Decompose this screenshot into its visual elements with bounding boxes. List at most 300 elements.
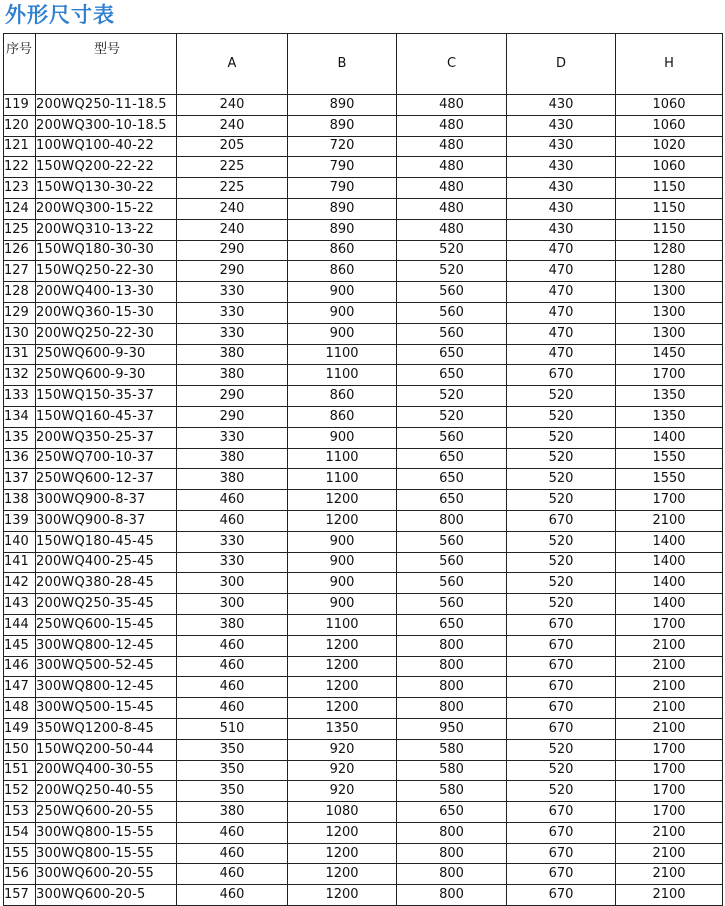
cell-d: 520 [507,781,616,802]
cell-b: 890 [288,198,397,219]
table-row [4,531,723,552]
cell-d: 670 [507,656,616,677]
table-row [4,219,723,240]
cell-a: 380 [177,802,288,823]
cell-b: 860 [288,261,397,282]
cell-model: 300WQ900-8-37 [36,490,177,511]
cell-a: 225 [177,178,288,199]
cell-model: 350WQ1200-8-45 [36,718,177,739]
cell-index: 131 [4,344,36,365]
cell-h: 1400 [616,552,723,573]
cell-h: 1700 [616,781,723,802]
cell-model: 250WQ600-20-55 [36,802,177,823]
cell-model: 250WQ600-12-37 [36,469,177,490]
cell-h: 1060 [616,115,723,136]
table-row [4,635,723,656]
cell-h: 1400 [616,573,723,594]
cell-model: 300WQ800-15-55 [36,822,177,843]
cell-b: 1200 [288,677,397,698]
cell-h: 2100 [616,677,723,698]
cell-model: 300WQ800-12-45 [36,677,177,698]
cell-index: 149 [4,718,36,739]
cell-a: 380 [177,614,288,635]
cell-a: 300 [177,594,288,615]
cell-c: 560 [397,427,507,448]
cell-a: 460 [177,822,288,843]
cell-index: 123 [4,178,36,199]
table-row [4,448,723,469]
cell-c: 560 [397,531,507,552]
cell-c: 580 [397,781,507,802]
cell-d: 470 [507,344,616,365]
cell-index: 133 [4,386,36,407]
cell-b: 920 [288,760,397,781]
cell-a: 460 [177,510,288,531]
cell-d: 520 [507,448,616,469]
table-row [4,302,723,323]
cell-model: 250WQ700-10-37 [36,448,177,469]
cell-index: 151 [4,760,36,781]
cell-h: 1350 [616,386,723,407]
cell-index: 152 [4,781,36,802]
cell-index: 144 [4,614,36,635]
cell-a: 380 [177,469,288,490]
cell-c: 650 [397,365,507,386]
cell-c: 480 [397,219,507,240]
cell-c: 520 [397,261,507,282]
cell-c: 480 [397,178,507,199]
cell-b: 900 [288,594,397,615]
table-row [4,427,723,448]
cell-d: 670 [507,698,616,719]
cell-h: 2100 [616,718,723,739]
table-header-row [4,34,723,95]
cell-c: 560 [397,552,507,573]
cell-b: 900 [288,573,397,594]
table-row [4,344,723,365]
cell-a: 330 [177,427,288,448]
cell-b: 900 [288,302,397,323]
cell-b: 1080 [288,802,397,823]
header-d: D [507,34,616,95]
table-row [4,157,723,178]
table-row [4,323,723,344]
cell-h: 1020 [616,136,723,157]
cell-index: 146 [4,656,36,677]
table-row [4,115,723,136]
cell-h: 1300 [616,302,723,323]
header-model: 型号 [36,34,177,95]
table-row [4,864,723,885]
cell-d: 430 [507,219,616,240]
cell-model: 300WQ800-15-55 [36,843,177,864]
cell-a: 460 [177,490,288,511]
cell-d: 520 [507,739,616,760]
cell-a: 460 [177,698,288,719]
cell-a: 350 [177,781,288,802]
table-row [4,760,723,781]
cell-c: 560 [397,573,507,594]
cell-model: 300WQ900-8-37 [36,510,177,531]
cell-d: 520 [507,406,616,427]
cell-d: 470 [507,240,616,261]
cell-b: 1100 [288,344,397,365]
cell-h: 2100 [616,843,723,864]
cell-index: 138 [4,490,36,511]
cell-d: 520 [507,386,616,407]
cell-c: 520 [397,386,507,407]
cell-b: 900 [288,427,397,448]
cell-index: 126 [4,240,36,261]
cell-index: 157 [4,885,36,906]
cell-model: 200WQ250-35-45 [36,594,177,615]
cell-b: 1100 [288,469,397,490]
cell-index: 124 [4,198,36,219]
table-row [4,656,723,677]
cell-index: 129 [4,302,36,323]
cell-c: 560 [397,302,507,323]
cell-b: 1200 [288,698,397,719]
cell-index: 139 [4,510,36,531]
cell-h: 1300 [616,323,723,344]
cell-index: 137 [4,469,36,490]
cell-a: 510 [177,718,288,739]
cell-b: 900 [288,323,397,344]
table-row [4,573,723,594]
cell-b: 1200 [288,656,397,677]
cell-index: 121 [4,136,36,157]
cell-h: 1700 [616,614,723,635]
cell-d: 520 [507,427,616,448]
cell-index: 127 [4,261,36,282]
cell-a: 460 [177,885,288,906]
cell-index: 145 [4,635,36,656]
cell-index: 153 [4,802,36,823]
cell-index: 122 [4,157,36,178]
cell-d: 520 [507,594,616,615]
cell-d: 670 [507,822,616,843]
cell-model: 150WQ150-35-37 [36,386,177,407]
cell-h: 2100 [616,885,723,906]
table-row [4,885,723,906]
cell-a: 240 [177,115,288,136]
cell-a: 330 [177,552,288,573]
cell-h: 1060 [616,95,723,116]
cell-model: 150WQ200-22-22 [36,157,177,178]
cell-a: 290 [177,386,288,407]
cell-model: 250WQ600-9-30 [36,344,177,365]
cell-c: 800 [397,698,507,719]
cell-d: 670 [507,802,616,823]
cell-a: 380 [177,344,288,365]
cell-a: 460 [177,677,288,698]
table-body [4,95,723,906]
cell-b: 920 [288,739,397,760]
table-row [4,822,723,843]
table-row [4,552,723,573]
cell-d: 670 [507,365,616,386]
cell-b: 1200 [288,822,397,843]
cell-h: 2100 [616,822,723,843]
cell-c: 800 [397,677,507,698]
table-row [4,802,723,823]
cell-b: 1200 [288,490,397,511]
cell-c: 580 [397,739,507,760]
table-row [4,510,723,531]
cell-b: 1200 [288,510,397,531]
cell-model: 300WQ600-20-5 [36,885,177,906]
cell-c: 650 [397,344,507,365]
cell-d: 430 [507,198,616,219]
dimension-table [3,33,723,906]
cell-b: 860 [288,406,397,427]
cell-c: 480 [397,95,507,116]
cell-c: 800 [397,635,507,656]
cell-d: 670 [507,885,616,906]
cell-c: 800 [397,510,507,531]
cell-model: 100WQ100-40-22 [36,136,177,157]
cell-h: 1150 [616,178,723,199]
cell-b: 1350 [288,718,397,739]
cell-a: 460 [177,635,288,656]
cell-model: 200WQ380-28-45 [36,573,177,594]
cell-a: 240 [177,95,288,116]
table-row [4,178,723,199]
cell-a: 330 [177,531,288,552]
cell-b: 860 [288,240,397,261]
cell-model: 150WQ200-50-44 [36,739,177,760]
cell-c: 650 [397,490,507,511]
cell-index: 128 [4,282,36,303]
cell-index: 140 [4,531,36,552]
cell-c: 650 [397,802,507,823]
cell-h: 1280 [616,240,723,261]
cell-c: 520 [397,406,507,427]
cell-a: 290 [177,406,288,427]
table-row [4,261,723,282]
cell-b: 890 [288,95,397,116]
cell-d: 670 [507,718,616,739]
cell-model: 200WQ300-15-22 [36,198,177,219]
cell-model: 200WQ250-11-18.5 [36,95,177,116]
cell-b: 1100 [288,448,397,469]
cell-d: 430 [507,95,616,116]
table-row [4,406,723,427]
table-row [4,240,723,261]
header-a: A [177,34,288,95]
cell-index: 132 [4,365,36,386]
cell-c: 480 [397,157,507,178]
cell-d: 470 [507,282,616,303]
table-row [4,469,723,490]
cell-b: 720 [288,136,397,157]
cell-h: 2100 [616,656,723,677]
cell-b: 900 [288,531,397,552]
cell-index: 119 [4,95,36,116]
cell-d: 520 [507,531,616,552]
cell-b: 900 [288,552,397,573]
cell-model: 150WQ130-30-22 [36,178,177,199]
cell-h: 2100 [616,510,723,531]
table-row [4,718,723,739]
cell-b: 860 [288,386,397,407]
cell-c: 650 [397,469,507,490]
table-row [4,739,723,760]
table-row [4,490,723,511]
cell-d: 520 [507,552,616,573]
cell-model: 150WQ160-45-37 [36,406,177,427]
cell-c: 800 [397,885,507,906]
cell-a: 380 [177,448,288,469]
cell-c: 950 [397,718,507,739]
cell-h: 1700 [616,365,723,386]
cell-a: 205 [177,136,288,157]
cell-index: 155 [4,843,36,864]
cell-a: 330 [177,323,288,344]
cell-model: 200WQ360-15-30 [36,302,177,323]
cell-h: 1700 [616,490,723,511]
cell-a: 290 [177,261,288,282]
cell-d: 670 [507,677,616,698]
cell-d: 520 [507,760,616,781]
cell-a: 330 [177,302,288,323]
cell-h: 1700 [616,760,723,781]
cell-d: 670 [507,614,616,635]
cell-c: 560 [397,323,507,344]
cell-a: 240 [177,219,288,240]
cell-a: 300 [177,573,288,594]
cell-d: 430 [507,136,616,157]
cell-c: 480 [397,136,507,157]
cell-model: 200WQ400-25-45 [36,552,177,573]
cell-a: 330 [177,282,288,303]
cell-h: 1060 [616,157,723,178]
cell-c: 650 [397,614,507,635]
table-row [4,698,723,719]
cell-index: 135 [4,427,36,448]
cell-model: 150WQ180-30-30 [36,240,177,261]
cell-a: 240 [177,198,288,219]
cell-index: 156 [4,864,36,885]
cell-b: 1200 [288,843,397,864]
cell-model: 150WQ180-45-45 [36,531,177,552]
table-row [4,781,723,802]
header-h: H [616,34,723,95]
cell-c: 480 [397,198,507,219]
cell-h: 1150 [616,219,723,240]
cell-model: 200WQ350-25-37 [36,427,177,448]
cell-h: 1300 [616,282,723,303]
cell-model: 300WQ600-20-55 [36,864,177,885]
cell-c: 800 [397,843,507,864]
cell-a: 290 [177,240,288,261]
table-row [4,136,723,157]
cell-index: 154 [4,822,36,843]
table-row [4,594,723,615]
cell-index: 141 [4,552,36,573]
cell-model: 200WQ250-40-55 [36,781,177,802]
cell-d: 430 [507,115,616,136]
cell-b: 920 [288,781,397,802]
cell-model: 250WQ600-9-30 [36,365,177,386]
cell-b: 790 [288,157,397,178]
cell-c: 800 [397,864,507,885]
cell-index: 134 [4,406,36,427]
cell-model: 300WQ800-12-45 [36,635,177,656]
cell-b: 1100 [288,614,397,635]
table-row [4,386,723,407]
cell-d: 470 [507,302,616,323]
cell-index: 147 [4,677,36,698]
cell-d: 520 [507,490,616,511]
cell-b: 900 [288,282,397,303]
cell-h: 1700 [616,739,723,760]
cell-h: 2100 [616,635,723,656]
cell-d: 670 [507,510,616,531]
cell-model: 200WQ400-13-30 [36,282,177,303]
cell-h: 1150 [616,198,723,219]
cell-index: 148 [4,698,36,719]
cell-model: 200WQ400-30-55 [36,760,177,781]
cell-index: 142 [4,573,36,594]
cell-model: 200WQ310-13-22 [36,219,177,240]
cell-c: 650 [397,448,507,469]
cell-a: 350 [177,739,288,760]
cell-index: 120 [4,115,36,136]
cell-c: 520 [397,240,507,261]
page-title: 外形尺寸表 [5,3,115,27]
cell-b: 1100 [288,365,397,386]
cell-b: 1200 [288,635,397,656]
cell-index: 143 [4,594,36,615]
cell-b: 790 [288,178,397,199]
cell-d: 670 [507,843,616,864]
cell-a: 460 [177,843,288,864]
cell-a: 460 [177,656,288,677]
cell-h: 1700 [616,802,723,823]
table-row [4,282,723,303]
header-b: B [288,34,397,95]
cell-b: 1200 [288,885,397,906]
cell-d: 670 [507,864,616,885]
cell-model: 200WQ300-10-18.5 [36,115,177,136]
cell-h: 1400 [616,594,723,615]
cell-h: 1400 [616,531,723,552]
header-index: 序号 [4,34,36,95]
cell-b: 890 [288,115,397,136]
cell-h: 1450 [616,344,723,365]
cell-index: 150 [4,739,36,760]
cell-h: 2100 [616,864,723,885]
cell-a: 225 [177,157,288,178]
cell-index: 130 [4,323,36,344]
cell-b: 890 [288,219,397,240]
cell-h: 1550 [616,448,723,469]
cell-d: 520 [507,469,616,490]
cell-a: 380 [177,365,288,386]
table-row [4,614,723,635]
cell-c: 800 [397,822,507,843]
cell-c: 800 [397,656,507,677]
cell-d: 470 [507,261,616,282]
cell-c: 560 [397,282,507,303]
cell-model: 300WQ500-15-45 [36,698,177,719]
cell-a: 350 [177,760,288,781]
cell-h: 1400 [616,427,723,448]
cell-b: 1200 [288,864,397,885]
table-row [4,843,723,864]
cell-d: 430 [507,178,616,199]
